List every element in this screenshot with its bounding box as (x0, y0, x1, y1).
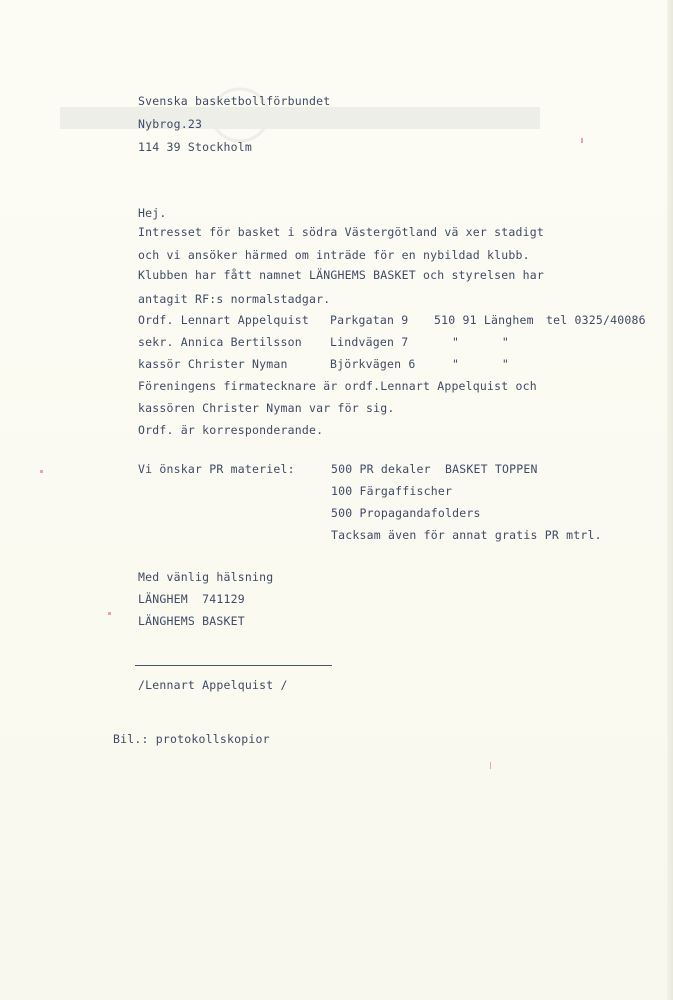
ink-speck (490, 762, 491, 769)
signature-name: /Lennart Appelquist / (138, 678, 288, 692)
greeting: Hej. (138, 206, 167, 220)
address-line: Svenska basketbollförbundet (138, 94, 331, 108)
request-item: Tacksam även för annat gratis PR mtrl. (331, 528, 602, 542)
board-phone: tel 0325/40086 (546, 313, 646, 327)
board-address: Parkgatan 9 (330, 313, 409, 327)
signatory-line: Föreningens firmatecknare är ordf.Lennart Appelquist och (138, 379, 537, 393)
signatory-line: Ordf. är korresponderande. (138, 423, 324, 437)
closing-line: LÄNGHEM 741129 (138, 592, 245, 606)
signatory-line: kassören Christer Nyman var för sig. (138, 401, 395, 415)
address-line: Nybrog.23 (138, 117, 203, 131)
board-postal: 510 91 Länghem (434, 313, 534, 327)
ink-speck (581, 138, 583, 143)
signature-line (135, 665, 332, 666)
board-address: Björkvägen 6 (330, 357, 416, 371)
request-item: 500 Propagandafolders (331, 506, 481, 520)
body-line: antagit RF:s normalstadgar. (138, 292, 331, 306)
board-role: Ordf. Lennart Appelquist (138, 313, 309, 327)
page-edge-shadow (667, 0, 673, 1000)
closing-line: LÄNGHEMS BASKET (138, 614, 245, 628)
ink-speck (108, 612, 111, 615)
board-postal: " " (452, 357, 509, 371)
request-item: 500 PR dekaler BASKET TOPPEN (331, 462, 538, 476)
closing-line: Med vänlig hälsning (138, 570, 274, 584)
board-role: sekr. Annica Bertilsson (138, 335, 302, 349)
address-line: 114 39 Stockholm (138, 140, 252, 154)
ink-speck (40, 470, 43, 473)
board-postal: " " (452, 335, 509, 349)
attachment-note: Bil.: protokollskopior (113, 732, 270, 746)
request-item: 100 Färgaffischer (331, 484, 453, 498)
board-address: Lindvägen 7 (330, 335, 409, 349)
body-line: Intresset för basket i södra Västergötland vä xer stadigt (138, 225, 545, 239)
body-line: Klubben har fått namnet LÄNGHEMS BASKET och styrelsen har (138, 268, 545, 282)
board-role: kassör Christer Nyman (138, 357, 288, 371)
request-label: Vi önskar PR materiel: (138, 462, 295, 476)
body-line: och vi ansöker härmed om inträde för en nybildad klubb. (138, 248, 530, 262)
